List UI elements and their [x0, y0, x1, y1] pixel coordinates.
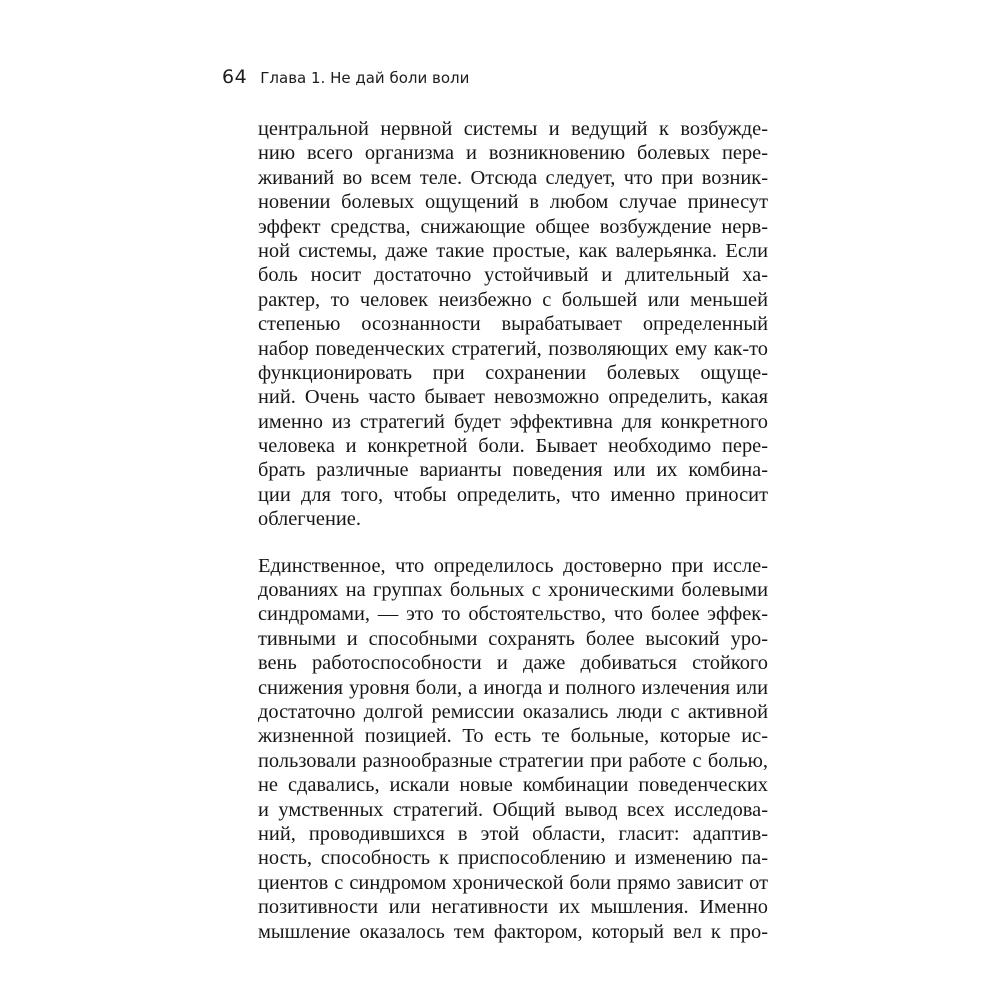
text-line: позитивности или негативности их мышления. Именно [258, 896, 768, 919]
text-line: степенью осознанности вырабатывает определенный [258, 313, 768, 336]
text-line: мышление оказалось тем фактором, который вел к про- [258, 920, 768, 943]
text-line: Единственное, что определилось достоверно при иссле- [258, 554, 768, 577]
text-line: ции для того, чтобы определить, что именно приносит [258, 483, 768, 506]
text-line: вень работоспособности и даже добиваться стойкого [258, 652, 768, 675]
text-line: циентов с синдромом хронической боли прямо зависит от [258, 871, 768, 894]
running-head [222, 66, 469, 88]
text-line: тивными и способными сохранять более высокий уро- [258, 627, 768, 650]
text-line: боль носит достаточно устойчивый и длительный ха- [258, 264, 768, 287]
text-line: ность, способность к приспособлению и изменению па- [258, 847, 768, 870]
text-line: центральной нервной системы и ведущий к возбужде- [258, 118, 768, 140]
paragraph-1 [258, 117, 768, 532]
text-line: брать различные варианты поведения или их комбина- [258, 459, 768, 482]
page-number: 64 [222, 66, 248, 88]
text-line: живаний во всем теле. Отсюда следует, что при возник- [258, 166, 768, 189]
text-line: ной системы, даже такие простые, как валерьянка. Если [258, 239, 768, 262]
text-line: человека и конкретной боли. Бывает необходимо пере- [258, 435, 768, 458]
text-line: набор поведенческих стратегий, позволяющих ему как-то [258, 337, 768, 360]
paragraph-gap [258, 532, 768, 554]
text-line: не сдавались, искали новые комбинации поведенческих [258, 774, 768, 797]
text-line: рактер, то человек неизбежно с большей или меньшей [258, 288, 768, 311]
chapter-title: Глава 1. Не дай боли воли [260, 69, 470, 87]
paragraph-2 [258, 554, 768, 944]
text-line: и умственных стратегий. Общий вывод всех исследова- [258, 798, 768, 821]
text-line: облегчение. [258, 508, 361, 531]
text-line: синдромами, — это то обстоятельство, что более эффек- [258, 603, 768, 626]
text-line: снижения уровня боли, а иногда и полного излечения или [258, 676, 768, 699]
text-line: нию всего организма и возникновению болевых пере- [258, 142, 768, 165]
text-line: жизненной позицией. То есть те больные, которые ис- [258, 725, 768, 748]
text-line: новении болевых ощущений в любом случае принесут [258, 191, 768, 214]
body-text [258, 117, 768, 944]
text-line: функционировать при сохранении болевых ощуще- [258, 361, 768, 384]
text-line: ний. Очень часто бывает невозможно определить, какая [258, 386, 768, 409]
text-line: эффект средства, снижающие общее возбуждение нерв- [258, 215, 768, 238]
text-line: именно из стратегий будет эффективна для конкретного [258, 410, 768, 433]
text-line: дованиях на группах больных с хроническими болевыми [258, 579, 768, 602]
text-line: достаточно долгой ремиссии оказались люди с активной [258, 700, 768, 723]
text-line: пользовали разнообразные стратегии при работе с болью, [258, 749, 768, 772]
text-line: ний, проводившихся в этой области, гласит: адаптив- [258, 822, 768, 845]
